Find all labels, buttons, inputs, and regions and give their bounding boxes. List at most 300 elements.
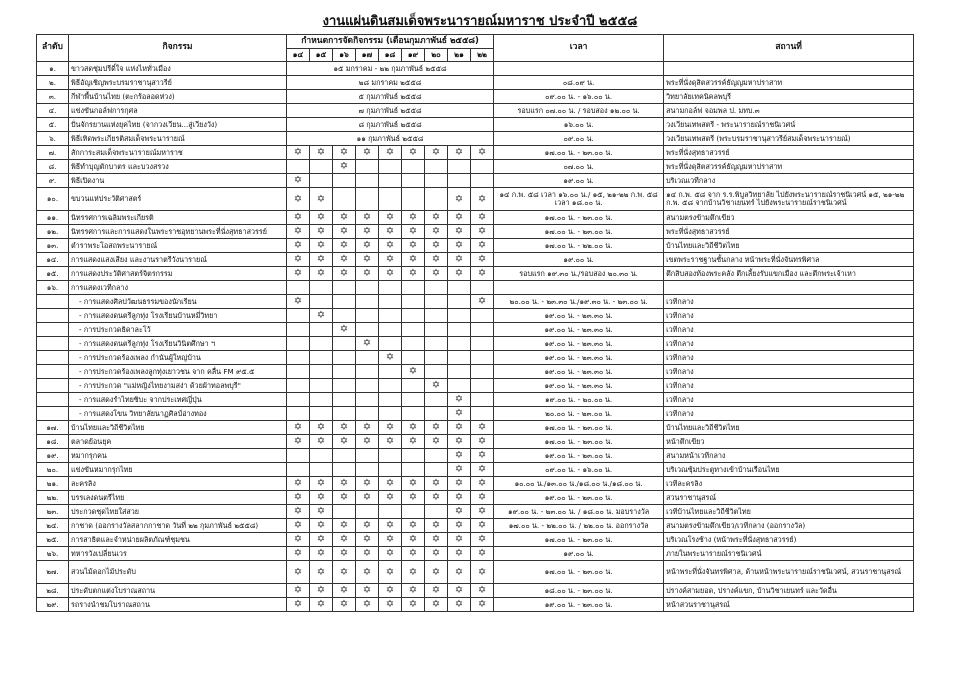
day-cell: [379, 505, 402, 519]
star-of-david-icon: ✡: [379, 225, 402, 239]
star-of-david-icon: ✡: [402, 146, 425, 160]
place-cell: วงเวียนเทพสตรี (พระบรมราชานุสาวรีย์สมเด็จพระนารายณ์): [664, 132, 914, 146]
table-row: [37, 239, 914, 253]
star-of-david-icon: ✡: [448, 533, 471, 547]
star-of-david-icon: ✡: [402, 225, 425, 239]
table-row: [37, 211, 914, 225]
activity-cell: ทหารวังเปลี่ยนเวร: [69, 547, 287, 561]
star-of-david-icon: ✡: [287, 211, 310, 225]
day-cell: [379, 393, 402, 407]
star-of-david-icon: ✡: [448, 584, 471, 598]
place-cell: พระที่นั่งสุทธาสวรรย์: [664, 225, 914, 239]
table-row: [37, 225, 914, 239]
day-cell: [333, 365, 356, 379]
day-cell: [402, 295, 425, 309]
star-of-david-icon: ✡: [333, 598, 356, 612]
time-cell: ๑๐.๐๐ น./๑๓.๐๐ น./๑๘.๐๐ น./๑๘.๐๐ น.: [494, 477, 664, 491]
place-cell: พระที่นั่งดุสิตสวรรค์ธัญญมหาปราสาท: [664, 160, 914, 174]
star-of-david-icon: ✡: [448, 449, 471, 463]
day-cell: [425, 365, 448, 379]
star-of-david-icon: ✡: [425, 547, 448, 561]
star-of-david-icon: ✡: [356, 337, 379, 351]
star-of-david-icon: ✡: [448, 561, 471, 584]
day-cell: [287, 393, 310, 407]
star-of-david-icon: ✡: [310, 519, 333, 533]
day-cell: [333, 188, 356, 211]
star-of-david-icon: ✡: [310, 533, 333, 547]
star-of-david-icon: ✡: [287, 239, 310, 253]
star-of-david-icon: ✡: [356, 211, 379, 225]
day-cell: [425, 449, 448, 463]
table-row: [37, 463, 914, 477]
day-cell: [448, 295, 471, 309]
table-row: [37, 393, 914, 407]
day-cell: [402, 463, 425, 477]
time-cell: ๒๐.๐๐ น. - ๒๓.๓๐ น./๑๙.๓๐ น. - ๒๓.๐๐ น.: [494, 295, 664, 309]
day-cell: [356, 323, 379, 337]
day-cell: [402, 174, 425, 188]
day-cell: [402, 449, 425, 463]
day-cell: [402, 393, 425, 407]
table-row: [37, 584, 914, 598]
table-row: [37, 337, 914, 351]
star-of-david-icon: ✡: [471, 211, 494, 225]
day-cell: [333, 505, 356, 519]
star-of-david-icon: ✡: [471, 225, 494, 239]
star-of-david-icon: ✡: [379, 477, 402, 491]
star-of-david-icon: ✡: [448, 393, 471, 407]
col-header-day: ๑๖: [333, 49, 356, 62]
table-row: [37, 267, 914, 281]
activity-cell: การแสดงประวัติศาสตร์จิตรกรรม: [69, 267, 287, 281]
table-row: [37, 435, 914, 449]
row-number: ๒๓.: [37, 505, 69, 519]
star-of-david-icon: ✡: [287, 598, 310, 612]
star-of-david-icon: ✡: [333, 160, 356, 174]
day-cell: [425, 505, 448, 519]
day-cell: [471, 379, 494, 393]
table-row: [37, 174, 914, 188]
day-cell: [379, 365, 402, 379]
star-of-david-icon: ✡: [402, 435, 425, 449]
star-of-david-icon: ✡: [356, 584, 379, 598]
activity-cell: แข่งขันหมากรุกไทย: [69, 463, 287, 477]
row-number: ๒๙.: [37, 598, 69, 612]
day-cell: [356, 351, 379, 365]
row-number: ๒๒.: [37, 491, 69, 505]
time-cell: ๑๙.๐๐ น. - ๒๓.๓๐ น.: [494, 365, 664, 379]
row-number: ๒๕.: [37, 533, 69, 547]
day-cell: [425, 323, 448, 337]
row-number: ๕.: [37, 118, 69, 132]
star-of-david-icon: ✡: [356, 561, 379, 584]
table-row: [37, 132, 914, 146]
place-cell: บริเวณเวทีกลาง: [664, 174, 914, 188]
star-of-david-icon: ✡: [310, 267, 333, 281]
table-row: [37, 309, 914, 323]
activity-cell: ประดับตกแต่งโบราณสถาน: [69, 584, 287, 598]
day-cell: [356, 160, 379, 174]
star-of-david-icon: ✡: [471, 533, 494, 547]
document-title: งานแผ่นดินสมเด็จพระนารายณ์มหาราช ประจำปี ๒๕๕๘: [322, 14, 638, 29]
row-number: [37, 337, 69, 351]
star-of-david-icon: ✡: [287, 584, 310, 598]
star-of-david-icon: ✡: [471, 188, 494, 211]
star-of-david-icon: ✡: [448, 477, 471, 491]
star-of-david-icon: ✡: [402, 211, 425, 225]
activity-cell: นิทรรศการเฉลิมพระเกียรติ: [69, 211, 287, 225]
day-cell: [379, 309, 402, 323]
star-of-david-icon: ✡: [402, 561, 425, 584]
star-of-david-icon: ✡: [425, 519, 448, 533]
activity-cell: - การแสดงศิลปวัฒนธรรมของนักเรียน: [69, 295, 287, 309]
time-cell: ๐๘.๐๙ น.: [494, 76, 664, 90]
star-of-david-icon: ✡: [333, 253, 356, 267]
star-of-david-icon: ✡: [333, 584, 356, 598]
time-cell: ๐๙.๐๐ น. - ๑๖.๐๐ น.: [494, 463, 664, 477]
day-cell: [333, 337, 356, 351]
activity-cell: ตลาดย้อนยุค: [69, 435, 287, 449]
day-cell: [425, 407, 448, 421]
row-number: ๒๘.: [37, 584, 69, 598]
star-of-david-icon: ✡: [287, 225, 310, 239]
time-cell: ๒๐.๐๐ น. - ๒๓.๐๐ น.: [494, 407, 664, 421]
activity-cell: สวนไม้ดอกไม้ประดับ: [69, 561, 287, 584]
star-of-david-icon: ✡: [310, 188, 333, 211]
place-cell: ปรางค์สามยอด, ปรางค์แขก, บ้านวิชาเยนทร์ และวัดอื่น: [664, 584, 914, 598]
place-cell: วิทยาลัยเทคนิคลพบุรี: [664, 90, 914, 104]
time-cell: ๑๙.๐๐ น. - ๒๓.๐๐ น.: [494, 449, 664, 463]
day-cell: [448, 379, 471, 393]
star-of-david-icon: ✡: [402, 547, 425, 561]
star-of-david-icon: ✡: [471, 519, 494, 533]
row-number: ๗.: [37, 146, 69, 160]
activity-cell: แข่งขันกอล์ฟการกุศล: [69, 104, 287, 118]
row-number: ๒๗.: [37, 561, 69, 584]
place-cell: บริเวณโรงช้าง (หน้าพระที่นั่งสุทธาสวรรย์): [664, 533, 914, 547]
star-of-david-icon: ✡: [425, 211, 448, 225]
star-of-david-icon: ✡: [379, 547, 402, 561]
star-of-david-icon: ✡: [356, 239, 379, 253]
day-cell: [356, 393, 379, 407]
table-row: [37, 365, 914, 379]
star-of-david-icon: ✡: [425, 561, 448, 584]
row-number: [37, 309, 69, 323]
day-cell: [448, 323, 471, 337]
date-range-cell: ๘ กุมภาพันธ์ ๒๕๕๘: [287, 118, 494, 132]
place-cell: ตึกสิบสองท้องพระคลัง ตึกเลี้ยงรับแขกเมือง และตึกพระเจ้าเหา: [664, 267, 914, 281]
day-cell: [402, 188, 425, 211]
time-cell: ๑๙.๐๐ น. - ๒๓.๐๐ น.: [494, 598, 664, 612]
table-row: [37, 104, 914, 118]
time-cell: ๑๙.๐๐ น. - ๒๓.๐๐ น.: [494, 491, 664, 505]
row-number: ๘.: [37, 160, 69, 174]
day-cell: [333, 463, 356, 477]
star-of-david-icon: ✡: [425, 533, 448, 547]
star-of-david-icon: ✡: [425, 477, 448, 491]
row-number: ๑๔.: [37, 253, 69, 267]
time-cell: ๑๙.๐๐ น.: [494, 547, 664, 561]
date-range-cell: ๗ กุมภาพันธ์ ๒๕๕๘: [287, 104, 494, 118]
star-of-david-icon: ✡: [333, 477, 356, 491]
star-of-david-icon: ✡: [425, 435, 448, 449]
star-of-david-icon: ✡: [287, 547, 310, 561]
day-cell: [356, 309, 379, 323]
star-of-david-icon: ✡: [471, 421, 494, 435]
date-range-cell: ๒๘ มกราคม ๒๕๕๘: [287, 76, 494, 90]
star-of-david-icon: ✡: [448, 463, 471, 477]
star-of-david-icon: ✡: [448, 547, 471, 561]
star-of-david-icon: ✡: [448, 435, 471, 449]
star-of-david-icon: ✡: [333, 491, 356, 505]
day-cell: [425, 309, 448, 323]
day-cell: [448, 309, 471, 323]
day-cell: [402, 351, 425, 365]
star-of-david-icon: ✡: [333, 547, 356, 561]
table-row: [37, 281, 914, 295]
star-of-david-icon: ✡: [448, 225, 471, 239]
time-cell: ๑๔ ก.พ. ๕๘ เวลา ๑๖.๐๐ น./ ๑๕, ๒๑-๒๒ ก.พ. ๕๘ เวลา ๑๘.๐๐ น.: [494, 188, 664, 211]
star-of-david-icon: ✡: [402, 365, 425, 379]
star-of-david-icon: ✡: [402, 491, 425, 505]
table-row: [37, 76, 914, 90]
table-row: [37, 533, 914, 547]
star-of-david-icon: ✡: [471, 463, 494, 477]
day-cell: [471, 309, 494, 323]
star-of-david-icon: ✡: [287, 533, 310, 547]
star-of-david-icon: ✡: [310, 239, 333, 253]
activity-cell: - การประกวด "แม่หญิงไทยงามสง่า ด้วยผ้าทอลพบุรี": [69, 379, 287, 393]
day-cell: [379, 323, 402, 337]
time-cell: ๑๙.๐๐ น. - ๒๐.๐๐ น.: [494, 393, 664, 407]
star-of-david-icon: ✡: [356, 225, 379, 239]
star-of-david-icon: ✡: [471, 505, 494, 519]
activity-cell: สักการะสมเด็จพระนารายณ์มหาราช: [69, 146, 287, 160]
star-of-david-icon: ✡: [310, 421, 333, 435]
star-of-david-icon: ✡: [287, 295, 310, 309]
table-row: [37, 407, 914, 421]
place-cell: เวทีกลาง: [664, 365, 914, 379]
row-number: ๑๓.: [37, 239, 69, 253]
star-of-david-icon: ✡: [333, 323, 356, 337]
star-of-david-icon: ✡: [356, 421, 379, 435]
table-row: [37, 379, 914, 393]
time-cell: ๑๗.๐๐ น. - ๒๓.๐๐ น.: [494, 561, 664, 584]
day-cell: [310, 174, 333, 188]
day-cell: [402, 379, 425, 393]
star-of-david-icon: ✡: [310, 477, 333, 491]
place-cell: วงเวียนเทพสตรี - พระนารายณ์ราชนิเวศน์: [664, 118, 914, 132]
time-cell: ๑๗.๐๐ น. - ๒๓.๐๐ น.: [494, 533, 664, 547]
day-cell: [333, 449, 356, 463]
time-cell: ๑๗.๐๐ น. - ๒๒.๐๐ น.: [494, 239, 664, 253]
table-row: [37, 547, 914, 561]
star-of-david-icon: ✡: [471, 477, 494, 491]
star-of-david-icon: ✡: [379, 598, 402, 612]
day-cell: [402, 407, 425, 421]
day-cell: [448, 174, 471, 188]
star-of-david-icon: ✡: [379, 519, 402, 533]
day-cell: [310, 449, 333, 463]
day-cell: [402, 337, 425, 351]
day-cell: [287, 407, 310, 421]
table-row: [37, 477, 914, 491]
star-of-david-icon: ✡: [471, 239, 494, 253]
time-cell: ๑๙.๐๐ น. - ๒๓.๓๐ น.: [494, 337, 664, 351]
time-cell: ๑๗.๐๐ น. - ๒๓.๐๐ น.: [494, 435, 664, 449]
star-of-david-icon: ✡: [448, 146, 471, 160]
time-cell: [494, 62, 664, 76]
day-cell: [402, 281, 425, 295]
star-of-david-icon: ✡: [425, 267, 448, 281]
place-cell: หน้าสวนราชานุสรณ์: [664, 598, 914, 612]
day-cell: [471, 174, 494, 188]
activity-cell: ละครลิง: [69, 477, 287, 491]
table-row: [37, 62, 914, 76]
star-of-david-icon: ✡: [333, 267, 356, 281]
place-cell: เวทีกลาง: [664, 337, 914, 351]
star-of-david-icon: ✡: [356, 519, 379, 533]
day-cell: [310, 463, 333, 477]
col-header-day: ๒๑: [448, 49, 471, 62]
row-number: ๒๖.: [37, 547, 69, 561]
activity-cell: พิธีเทิดพระเกียรติสมเด็จพระนารายณ์: [69, 132, 287, 146]
activity-cell: - การแสดงรำไทยซิบะ จากประเทศญี่ปุ่น: [69, 393, 287, 407]
row-number: [37, 351, 69, 365]
activity-cell: กีฬาพื้นบ้านไทย (ตะกร้อลอดห่วง): [69, 90, 287, 104]
star-of-david-icon: ✡: [379, 239, 402, 253]
time-cell: ๑๙.๐๐ น.: [494, 174, 664, 188]
day-cell: [425, 463, 448, 477]
star-of-david-icon: ✡: [333, 533, 356, 547]
star-of-david-icon: ✡: [425, 146, 448, 160]
table-row: [37, 598, 914, 612]
star-of-david-icon: ✡: [310, 435, 333, 449]
place-cell: เวทีกลาง: [664, 379, 914, 393]
day-cell: [402, 505, 425, 519]
star-of-david-icon: ✡: [333, 435, 356, 449]
day-cell: [310, 379, 333, 393]
row-number: [37, 295, 69, 309]
star-of-david-icon: ✡: [310, 547, 333, 561]
star-of-david-icon: ✡: [356, 253, 379, 267]
place-cell: [664, 62, 914, 76]
star-of-david-icon: ✡: [402, 598, 425, 612]
place-cell: ๑๔ ก.พ. ๕๘ จาก ร.ร.พิบูลวิทยาลัย ไปยังพระนารายณ์ราชนิเวศน์ ๑๕, ๒๑-๒๒ ก.พ. ๕๘ จากบ้านวิชาเยนทร์ ไปยังพระนารายณ์ราชนิเวศน์: [664, 188, 914, 211]
col-header-day: ๑๗: [356, 49, 379, 62]
place-cell: เขตพระราชฐานชั้นกลาง หน้าพระที่นั่งจันทรพิศาล: [664, 253, 914, 267]
star-of-david-icon: ✡: [425, 421, 448, 435]
table-row: [37, 491, 914, 505]
time-cell: ๑๙.๐๐ น. - ๒๓.๓๐ น.: [494, 309, 664, 323]
day-cell: [310, 393, 333, 407]
day-cell: [379, 463, 402, 477]
day-cell: [425, 351, 448, 365]
star-of-david-icon: ✡: [425, 379, 448, 393]
row-number: ๑๙.: [37, 449, 69, 463]
star-of-david-icon: ✡: [287, 174, 310, 188]
star-of-david-icon: ✡: [379, 146, 402, 160]
time-cell: ๑๗.๐๐ น. - ๒๒.๐๐ น. / ๒๒.๐๐ น. ออกรางวัล: [494, 519, 664, 533]
day-cell: [471, 365, 494, 379]
star-of-david-icon: ✡: [448, 239, 471, 253]
star-of-david-icon: ✡: [379, 533, 402, 547]
star-of-david-icon: ✡: [471, 267, 494, 281]
star-of-david-icon: ✡: [287, 188, 310, 211]
star-of-david-icon: ✡: [310, 561, 333, 584]
place-cell: สนามหน้าเวทีกลาง: [664, 449, 914, 463]
day-cell: [379, 379, 402, 393]
day-cell: [425, 295, 448, 309]
time-cell: ๑๙.๐๐ น. - ๒๓.๓๐ น.: [494, 351, 664, 365]
star-of-david-icon: ✡: [402, 533, 425, 547]
day-cell: [333, 309, 356, 323]
activity-cell: บรรเลงดนตรีไทย: [69, 491, 287, 505]
star-of-david-icon: ✡: [471, 435, 494, 449]
star-of-david-icon: ✡: [310, 146, 333, 160]
day-cell: [356, 379, 379, 393]
star-of-david-icon: ✡: [448, 598, 471, 612]
time-cell: ๑๗.๐๐ น. - ๒๓.๐๐ น.: [494, 146, 664, 160]
star-of-david-icon: ✡: [356, 533, 379, 547]
row-number: ๑๑.: [37, 211, 69, 225]
time-cell: ๑๙.๐๐ น. - ๒๓.๐๐ น. / ๑๘.๐๐ น. มอบรางวัล: [494, 505, 664, 519]
time-cell: รอบแรก ๐๗.๐๐ น. / รอบสอง ๑๒.๐๐ น.: [494, 104, 664, 118]
table-row: [37, 295, 914, 309]
row-number: [37, 365, 69, 379]
activity-cell: - การประกวดร้องเพลงลูกทุ่งเยาวชน จาก คลื่น FM ๙๕.๕: [69, 365, 287, 379]
star-of-david-icon: ✡: [379, 584, 402, 598]
day-cell: [310, 407, 333, 421]
row-number: ๓.: [37, 90, 69, 104]
star-of-david-icon: ✡: [310, 211, 333, 225]
row-number: [37, 379, 69, 393]
day-cell: [379, 337, 402, 351]
col-header-day: ๒๒: [471, 49, 494, 62]
day-cell: [448, 337, 471, 351]
day-cell: [379, 295, 402, 309]
time-cell: ๑๙.๐๐ น. - ๒๓.๓๐ น.: [494, 379, 664, 393]
time-cell: ๐๗.๐๐ น.: [494, 160, 664, 174]
star-of-david-icon: ✡: [448, 491, 471, 505]
day-cell: [287, 309, 310, 323]
activity-cell: ประกวดชุดไทยใส่สวย: [69, 505, 287, 519]
table-row: [37, 519, 914, 533]
col-header-day: ๑๕: [310, 49, 333, 62]
day-cell: [356, 365, 379, 379]
star-of-david-icon: ✡: [425, 225, 448, 239]
day-cell: [287, 449, 310, 463]
activity-cell: - การแสดงดนตรีลูกทุ่ง โรงเรียนวินิตศึกษา ฯ: [69, 337, 287, 351]
star-of-david-icon: ✡: [287, 421, 310, 435]
star-of-david-icon: ✡: [356, 547, 379, 561]
activity-cell: - การแสดงโขน วิทยาลัยนาฏศิลป์อ่างทอง: [69, 407, 287, 421]
day-cell: [356, 407, 379, 421]
star-of-david-icon: ✡: [471, 491, 494, 505]
star-of-david-icon: ✡: [356, 598, 379, 612]
row-number: [37, 323, 69, 337]
schedule-table: [36, 34, 914, 612]
time-cell: ๐๙.๐๐ น. - ๑๖.๐๐ น.: [494, 90, 664, 104]
col-header-day: ๑๔: [287, 49, 310, 62]
row-number: ๑๒.: [37, 225, 69, 239]
day-cell: [471, 323, 494, 337]
star-of-david-icon: ✡: [471, 598, 494, 612]
date-range-cell: ๑๑ กุมภาพันธ์ ๒๕๕๘: [287, 132, 494, 146]
place-cell: เวทีกลาง: [664, 323, 914, 337]
day-cell: [287, 281, 310, 295]
day-cell: [379, 407, 402, 421]
